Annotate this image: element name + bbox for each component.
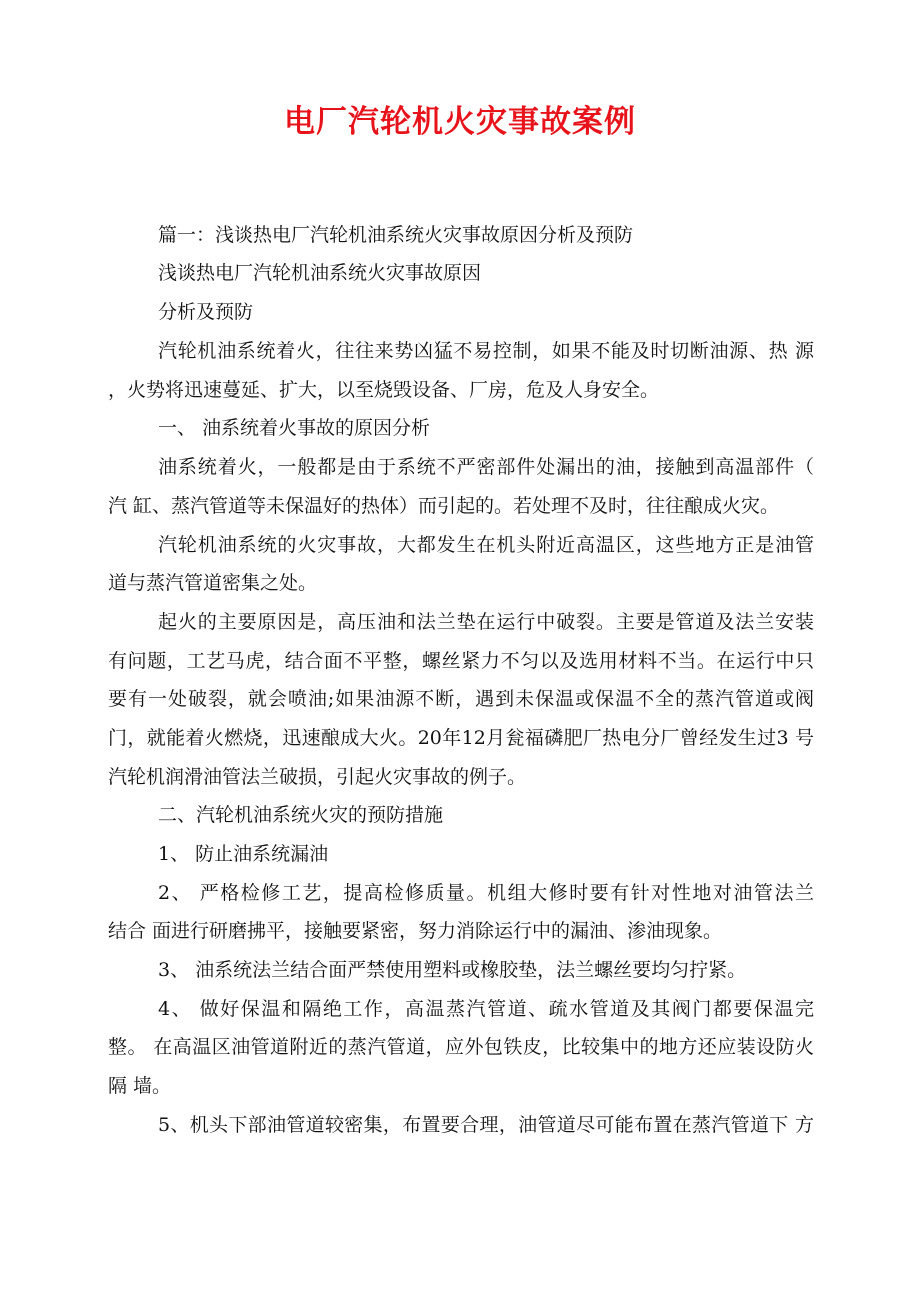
paragraph-line: 篇一：浅谈热电厂汽轮机油系统火灾事故原因分析及预防: [158, 224, 634, 246]
paragraph-line: 分析及预防: [158, 301, 254, 323]
list-item: 3、 油系统法兰结合面严禁使用塑料或橡胶垫，法兰螺丝要均匀拧紧。: [158, 959, 747, 981]
list-item: 4、 做好保温和隔绝工作，高温蒸汽管道、疏水管道及其阀门都要保温完: [158, 998, 814, 1020]
list-item: 1、 防止油系统漏油: [158, 843, 329, 865]
document-title: 电厂汽轮机火灾事故案例: [284, 104, 636, 140]
paragraph-line: 汽轮机油系统着火，往往来势凶猛不易控制，如果不能及时切断油源、热 源: [158, 340, 814, 362]
paragraph-line: 起火的主要原因是，高压油和法兰垫在运行中破裂。主要是管道及法兰安装: [158, 611, 814, 633]
paragraph-line: 油系统着火，一般都是由于系统不严密部件处漏出的油，接触到高温部件（: [158, 456, 814, 478]
paragraph-line: 门，就能着火燃烧，迅速酿成大火。20年12月瓮福磷肥厂热电分厂曾经发生过3 号: [108, 727, 814, 749]
section-heading: 二、汽轮机油系统火灾的预防措施: [158, 804, 444, 826]
paragraph-line: 道与蒸汽管道密集之处。: [108, 572, 318, 594]
paragraph-line: 汽轮机油系统的火灾事故，大都发生在机头附近高温区，这些地方正是油管: [158, 534, 814, 556]
paragraph-line: 整。 在高温区油管道附近的蒸汽管道，应外包铁皮，比较集中的地方还应装设防火: [108, 1036, 814, 1058]
list-item: 2、 严格检修工艺，提高检修质量。机组大修时要有针对性地对油管法兰: [158, 882, 814, 904]
paragraph-line: 汽轮机润滑油管法兰破损，引起火灾事故的例子。: [108, 766, 527, 788]
list-item: 5、机头下部油管道较密集，布置要合理，油管道尽可能布置在蒸汽管道下 方: [158, 1114, 814, 1136]
section-heading: 一、 油系统着火事故的原因分析: [158, 417, 431, 439]
paragraph-line: 要有一处破裂，就会喷油;如果油源不断，遇到未保温或保温不全的蒸汽管道或阀: [108, 688, 814, 710]
paragraph-line: 有问题，工艺马虎，结合面不平整，螺丝紧力不匀以及选用材料不当。在运行中只: [108, 650, 814, 672]
paragraph-line: 汽 缸、蒸汽管道等未保温好的热体）而引起的。若处理不及时，往往酿成火灾。: [108, 495, 780, 517]
paragraph-line: 结合 面进行研磨拂平，接触要紧密，努力消除运行中的漏油、渗油现象。: [108, 920, 723, 942]
paragraph-line: ，火势将迅速蔓延、扩大，以至烧毁设备、厂房，危及人身安全。: [108, 379, 660, 401]
paragraph-line: 浅谈热电厂汽轮机油系统火灾事故原因: [158, 262, 482, 284]
paragraph-line: 隔 墙。: [108, 1075, 172, 1097]
